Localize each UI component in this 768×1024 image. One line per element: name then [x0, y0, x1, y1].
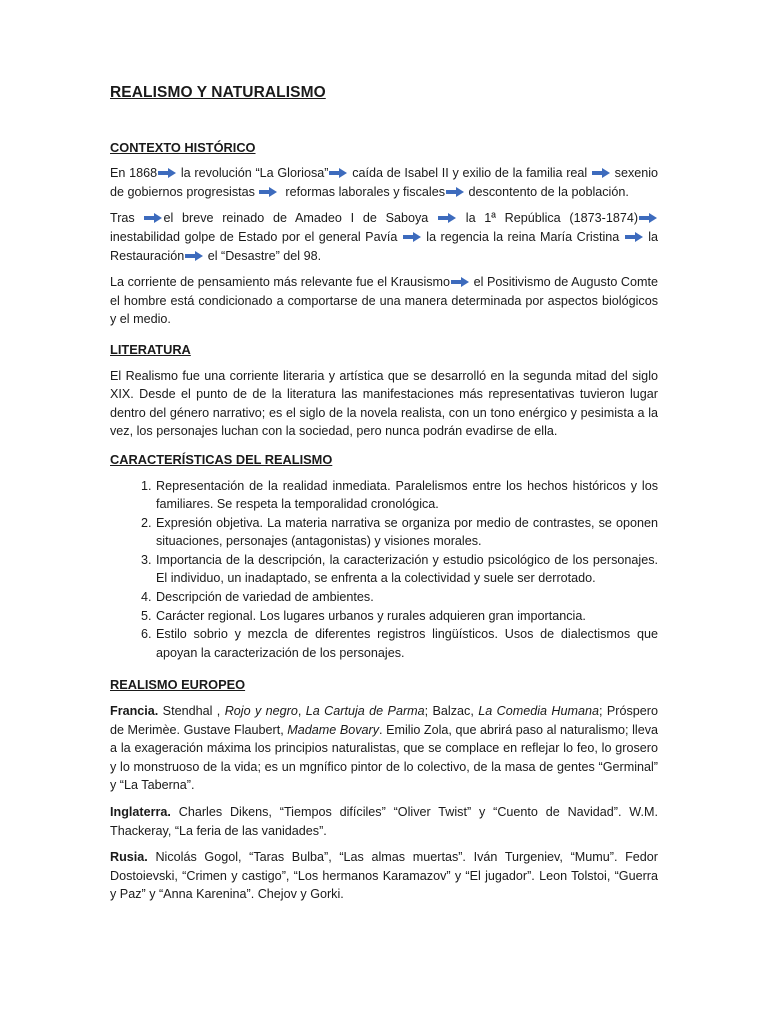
text-segment: el “Desastre” del 98. [207, 248, 322, 263]
heading-caracteristicas: CARACTERÍSTICAS DEL REALISMO [110, 451, 333, 467]
text-segment: sexenio de gobiernos progresistas [110, 166, 659, 199]
text-segment: ; Próspero de Merimèe. Gustave Flaubert, [110, 704, 659, 737]
list-item: 6. Estilo sobrio y mezcla de diferentes registros lingüísticos. Usos de dialectismos que apoyan la caracterización de los personajes. [155, 625, 658, 662]
heading-literatura: LITERATURA [110, 341, 191, 357]
right-arrow-icon [259, 187, 277, 197]
text-segment: la Restauración [110, 229, 659, 263]
country-label: Francia. [110, 704, 159, 719]
text-segment: La corriente de pensamiento más relevante fue el Krausismo [110, 275, 451, 290]
heading-realismo-europeo: REALISMO EUROPEO [110, 677, 246, 693]
right-arrow-icon [158, 168, 176, 178]
rusia-paragraph [110, 848, 658, 904]
right-arrow-icon [639, 213, 657, 223]
work-title: La Cartuja de Parma [305, 704, 425, 719]
text-segment: el Positivismo de Augusto Comte el hombre está condicionado a comportarse de una manera determinada por aspectos biológicos y el medio. [110, 275, 659, 327]
text-segment: Stendhal , [158, 704, 221, 719]
country-label: Rusia. [110, 850, 148, 865]
right-arrow-icon [625, 232, 643, 242]
list-item: 1. Representación de la realidad inmediata. Paralelismos entre los hechos históricos y los familiares. Se respeta la temporalidad cronológica. [155, 477, 658, 514]
text-segment: descontento de la población. [468, 184, 629, 199]
contexto-paragraph-1 [110, 164, 658, 201]
country-label: Inglaterra. [110, 805, 171, 819]
list-item: 2. Expresión objetiva. La materia narrativa se organiza por medio de contrastes, se oponen situaciones, personajes (antagonistas) y visiones morales. [155, 514, 658, 551]
right-arrow-icon [144, 213, 162, 223]
text-segment: la 1ª República (1873-1874) [465, 211, 639, 226]
right-arrow-icon [438, 213, 456, 223]
text-segment: , [297, 704, 302, 719]
heading-contexto-historico: CONTEXTO HISTÓRICO [110, 139, 256, 155]
list-item: 5. Carácter regional. Los lugares urbanos y rurales adquieren gran importancia. [155, 607, 658, 626]
list-item: 4. Descripción de variedad de ambientes. [155, 588, 658, 607]
right-arrow-icon [451, 277, 469, 287]
text-segment: Nicolás Gogol, “Taras Bulba”, “Las almas muertas”. Iván Turgeniev, “Mumu”. Fedor Dostoievski, “Crimen y castigo”, “Los hermanos Karamazov” y “El jugador”. Leon Tolstoi, “Guerra y Paz” y “Anna Karenina”. Chejov y Gorki. [110, 850, 658, 902]
text-segment: Tras [110, 211, 135, 226]
work-title: Rojo y negro [224, 704, 298, 719]
page-title: REALISMO Y NATURALISMO [110, 84, 326, 101]
contexto-paragraph-2 [110, 209, 658, 265]
caracteristicas-list [110, 477, 658, 663]
right-arrow-icon [185, 251, 203, 261]
work-title: La Comedia Humana [478, 704, 600, 719]
inglaterra-paragraph [110, 803, 658, 840]
text-segment: Charles Dikens, “Tiempos difíciles” “Oliver Twist” y “Cuento de Navidad”. W.M. Thackeray, “La feria de las vanidades”. [110, 805, 658, 838]
text-segment: ; Balzac, [424, 704, 474, 719]
right-arrow-icon [403, 232, 421, 242]
document-body [110, 84, 658, 912]
text-segment: caída de Isabel II y exilio de la familia real [352, 166, 588, 181]
text-segment: la revolución “La Gloriosa” [180, 166, 329, 181]
text-segment: la regencia la reina María Cristina [426, 229, 620, 244]
text-segment: el breve reinado de Amadeo I de Saboya [163, 211, 429, 226]
contexto-paragraph-3 [110, 273, 658, 329]
list-item: 3. Importancia de la descripción, la caracterización y estudio psicológico de los personajes. El individuo, un inadaptado, se enfrenta a la colectividad y suele ser derrotado. [155, 551, 658, 588]
text-segment: inestabilidad golpe de Estado por el general Pavía [110, 229, 398, 244]
text-segment: . Emilio Zola, que abrirá paso al naturalismo; lleva a la exageración máxima los principios naturalistas, que se complace en reflejar lo feo, lo grosero y lo monstruoso de la vida; es un mgnífico pintor de lo colectivo, de la masa de gentes “Germinal” y “La Taberna”. [110, 722, 658, 793]
right-arrow-icon [592, 168, 610, 178]
text-segment: reformas laborales y fiscales [285, 184, 446, 199]
text-segment: En 1868 [110, 166, 158, 181]
literatura-paragraph: El Realismo fue una corriente literaria y artística que se desarrolló en la segunda mitad del siglo XIX. Desde el punto de de la literatura las manifestaciones más representativas tuvieron lugar dentro del género narrativo; es el siglo de la novela realista, con un tono enérgico y pesimista a la vez, los personajes luchan con la sociedad, pero nunca podrán evadirse de ella. [110, 368, 658, 439]
right-arrow-icon [329, 168, 347, 178]
francia-paragraph [110, 702, 658, 795]
work-title: Madame Bovary [287, 722, 380, 737]
right-arrow-icon [446, 187, 464, 197]
